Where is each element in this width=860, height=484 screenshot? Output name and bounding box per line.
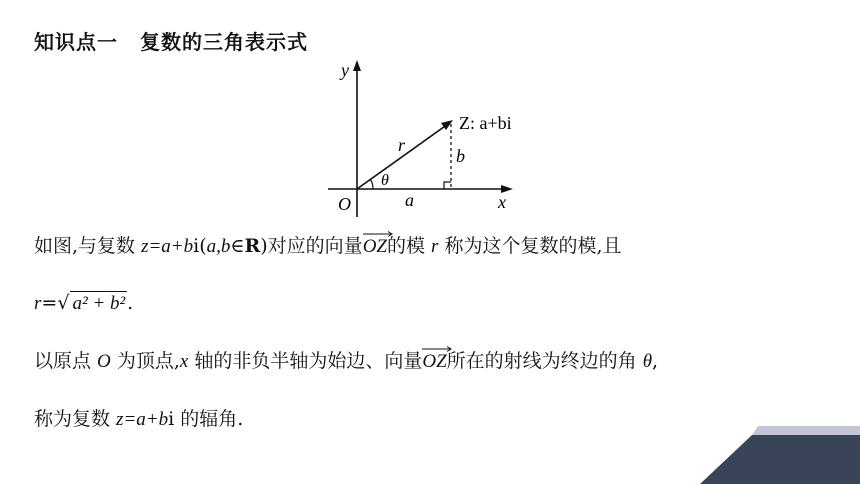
text: i(: [193, 235, 207, 257]
math-ab: a,b: [206, 236, 231, 257]
text: 的模: [386, 235, 432, 257]
radicand: a² + b²: [72, 293, 126, 314]
text: 所在的射线为终边的角: [446, 350, 643, 372]
heading-title: 复数的三角表示式: [140, 30, 308, 54]
label-b: b: [456, 146, 465, 166]
text: 以原点: [34, 350, 98, 372]
math-r: r: [34, 293, 42, 314]
vector-arrow-icon: [363, 231, 393, 237]
label-theta: θ: [381, 172, 389, 189]
text: ,: [652, 350, 659, 372]
heading-label: 知识点一: [34, 30, 118, 54]
corner-dark-block: [700, 435, 860, 484]
real-set-symbol: R: [244, 235, 261, 257]
vector-oz-notation: [422, 350, 446, 374]
complex-plane-diagram: [320, 52, 530, 222]
label-origin: O: [338, 194, 351, 214]
section-heading: [34, 26, 308, 55]
text: .: [127, 292, 134, 314]
vector-arrow-icon: [422, 346, 452, 352]
math-r: r: [431, 236, 439, 257]
label-r: r: [398, 135, 406, 155]
vector-label: OZ: [362, 236, 387, 257]
math-theta: θ: [642, 351, 653, 372]
vector-oz-notation: [363, 235, 387, 259]
text: 轴的非负半轴为始边、向量: [188, 350, 423, 372]
label-z: Z: a+bi: [459, 113, 512, 133]
corner-decoration: [700, 426, 860, 484]
y-axis-arrowhead: [353, 60, 361, 71]
paragraph-argument-definition: [34, 349, 658, 374]
angle-arc: [370, 179, 373, 189]
text: )对应的向量: [260, 235, 363, 257]
sqrt-symbol: =√: [41, 292, 70, 314]
paragraph-argument-name: [34, 407, 243, 432]
right-angle-mark: [444, 182, 451, 189]
math-o: O: [97, 351, 111, 372]
text: 如图,与复数: [34, 235, 142, 257]
text: 称为这个复数的模,且: [438, 235, 622, 257]
label-a: a: [405, 190, 414, 210]
math-z: z=a+b: [141, 236, 194, 257]
math-x: x: [179, 351, 189, 372]
corner-light-band: [752, 426, 860, 435]
label-y: y: [341, 60, 349, 80]
label-x: x: [498, 192, 506, 212]
text: i 的辐角.: [168, 408, 244, 430]
text: 为顶点,: [110, 350, 180, 372]
element-of-symbol: ∈: [230, 235, 245, 257]
vector-label: OZ: [422, 351, 447, 372]
text: 称为复数: [34, 408, 117, 430]
paragraph-modulus-formula: [34, 291, 133, 316]
math-z: z=a+b: [116, 409, 169, 430]
paragraph-definition: [34, 234, 622, 259]
